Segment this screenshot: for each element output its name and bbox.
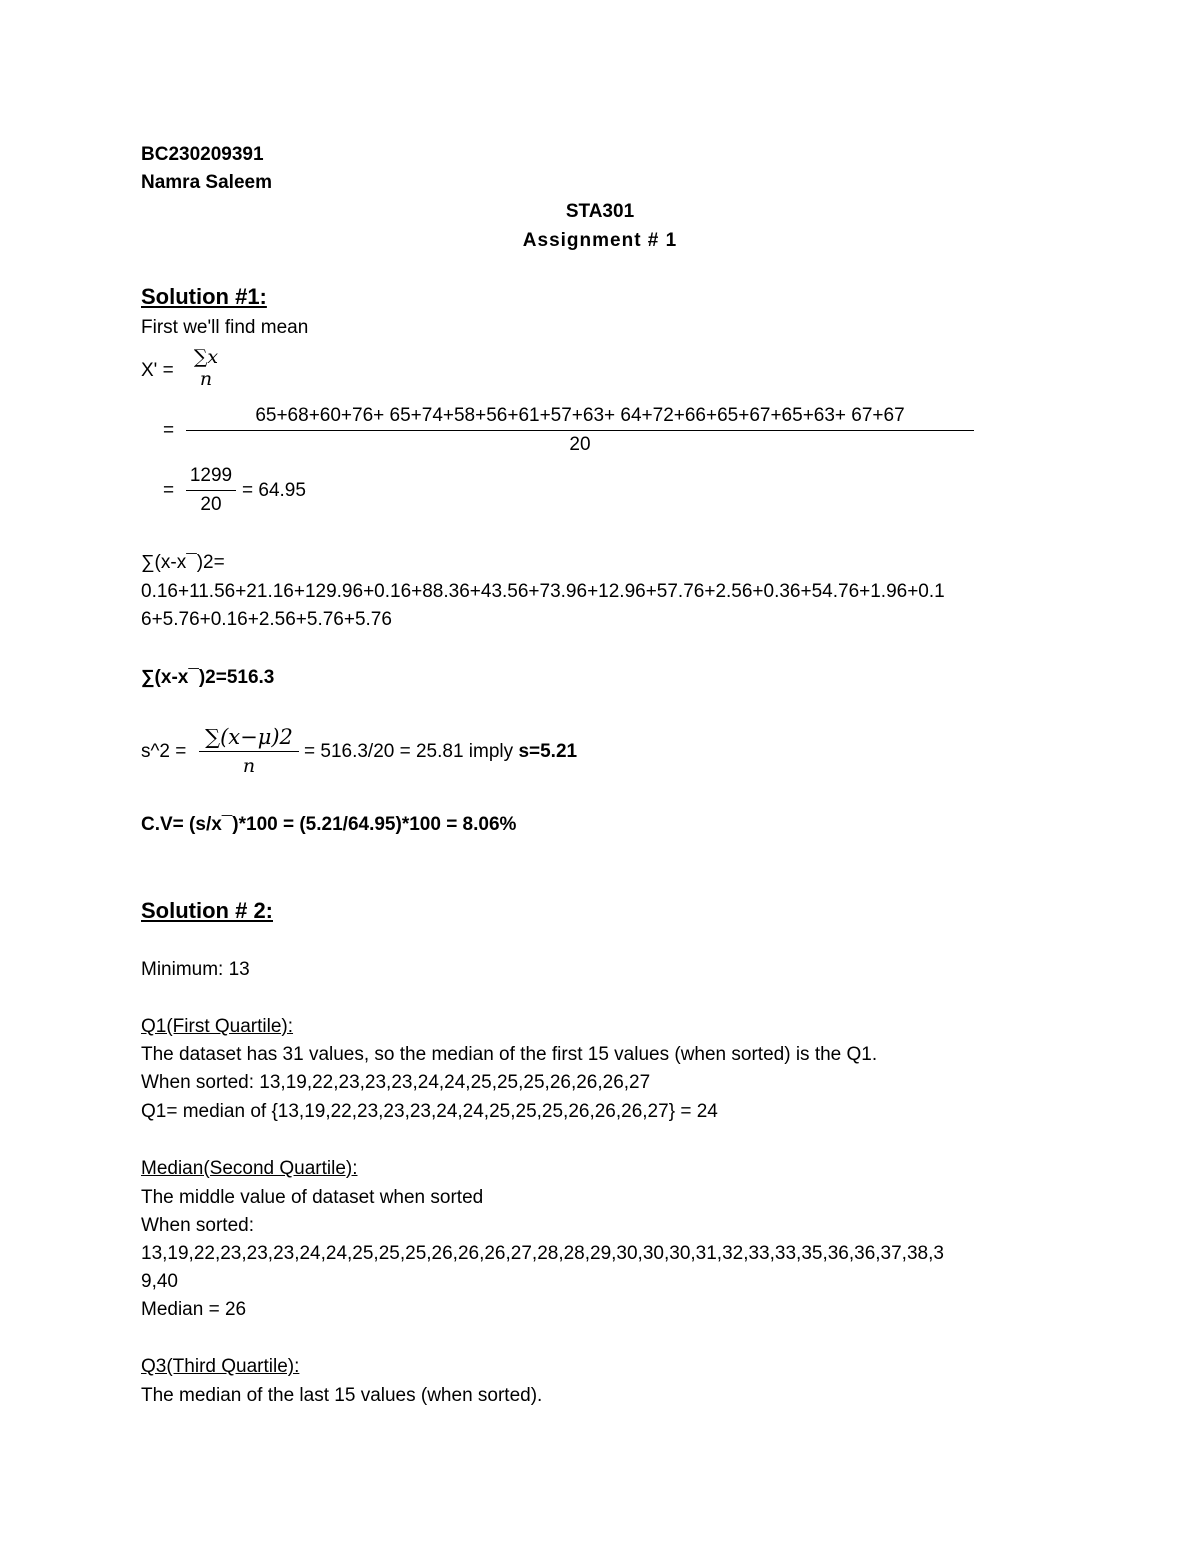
minimum-value: Minimum: 13	[141, 959, 250, 980]
squared-deviation-line1: 0.16+11.56+21.16+129.96+0.16+88.36+43.56+73.96+12.96+57.76+2.56+0.36+54.76+1.96+0.1	[141, 581, 945, 602]
solution2-heading: Solution # 2:	[141, 898, 273, 923]
solution1-intro: First we'll find mean	[141, 317, 309, 338]
variance-denominator: n	[242, 755, 256, 777]
assignment-title: Assignment # 1	[522, 230, 678, 251]
median-result: Median = 26	[141, 1299, 247, 1320]
squared-deviation-line2: 6+5.76+0.16+2.56+5.76+5.76	[141, 609, 392, 630]
solution1-heading: Solution #1:	[141, 284, 267, 309]
mean-result: = 64.95	[242, 480, 306, 501]
median-line1: The middle value of dataset when sorted	[141, 1187, 484, 1208]
squared-deviation-total: ∑(x-x¯)2=516.3	[141, 667, 275, 688]
variance-result	[304, 741, 577, 763]
q1-heading: Q1(First Quartile):	[141, 1016, 294, 1037]
variance-fraction	[199, 726, 299, 777]
fraction-bar	[186, 430, 974, 431]
mean-denominator: n	[199, 368, 213, 390]
q3-line1: The median of the last 15 values (when sorted).	[141, 1385, 543, 1406]
equals-sign-2: =	[163, 480, 175, 501]
total-denominator: 20	[200, 494, 222, 515]
median-heading: Median(Second Quartile):	[141, 1158, 358, 1179]
mean-lhs: X' =	[141, 360, 174, 381]
mean-formula-fraction	[190, 346, 222, 390]
variance-result-text: = 516.3/20 = 25.81 imply	[304, 741, 519, 762]
variance-lhs: s^2 =	[141, 741, 187, 762]
total-fraction	[186, 465, 236, 516]
mean-numerator: ∑x	[193, 346, 219, 368]
equals-sign-1: =	[163, 420, 175, 441]
student-id: BC230209391	[141, 144, 264, 165]
variance-numerator: ∑(x−μ)2	[205, 725, 293, 749]
q1-line3: Q1= median of {13,19,22,23,23,23,24,24,25,25,25,26,26,26,27} = 24	[141, 1101, 718, 1122]
sum-fraction	[186, 405, 974, 456]
median-line4: 9,40	[141, 1271, 178, 1292]
sum-numerator: 65+68+60+76+ 65+74+58+56+61+57+63+ 64+72+66+65+67+65+63+ 67+67	[255, 405, 905, 426]
squared-deviation-label: ∑(x-x¯)2=	[141, 552, 225, 573]
standard-deviation-result: s=5.21	[518, 741, 578, 762]
course-code: STA301	[565, 201, 635, 222]
fraction-bar	[186, 490, 236, 491]
median-line2: When sorted:	[141, 1215, 254, 1236]
coefficient-of-variation: C.V= (s/x¯)*100 = (5.21/64.95)*100 = 8.06%	[141, 814, 517, 835]
median-line3: 13,19,22,23,23,23,24,24,25,25,25,26,26,26,27,28,28,29,30,30,30,31,32,33,33,35,36,36,37,38,3	[141, 1243, 944, 1264]
sum-denominator: 20	[569, 434, 591, 455]
q3-heading: Q3(Third Quartile):	[141, 1356, 300, 1377]
fraction-bar	[199, 751, 299, 752]
q1-line1: The dataset has 31 values, so the median of the first 15 values (when sorted) is the Q1.	[141, 1044, 878, 1065]
student-name: Namra Saleem	[141, 172, 272, 193]
total-numerator: 1299	[189, 465, 233, 486]
q1-line2: When sorted: 13,19,22,23,23,23,24,24,25,25,25,26,26,26,27	[141, 1072, 651, 1093]
